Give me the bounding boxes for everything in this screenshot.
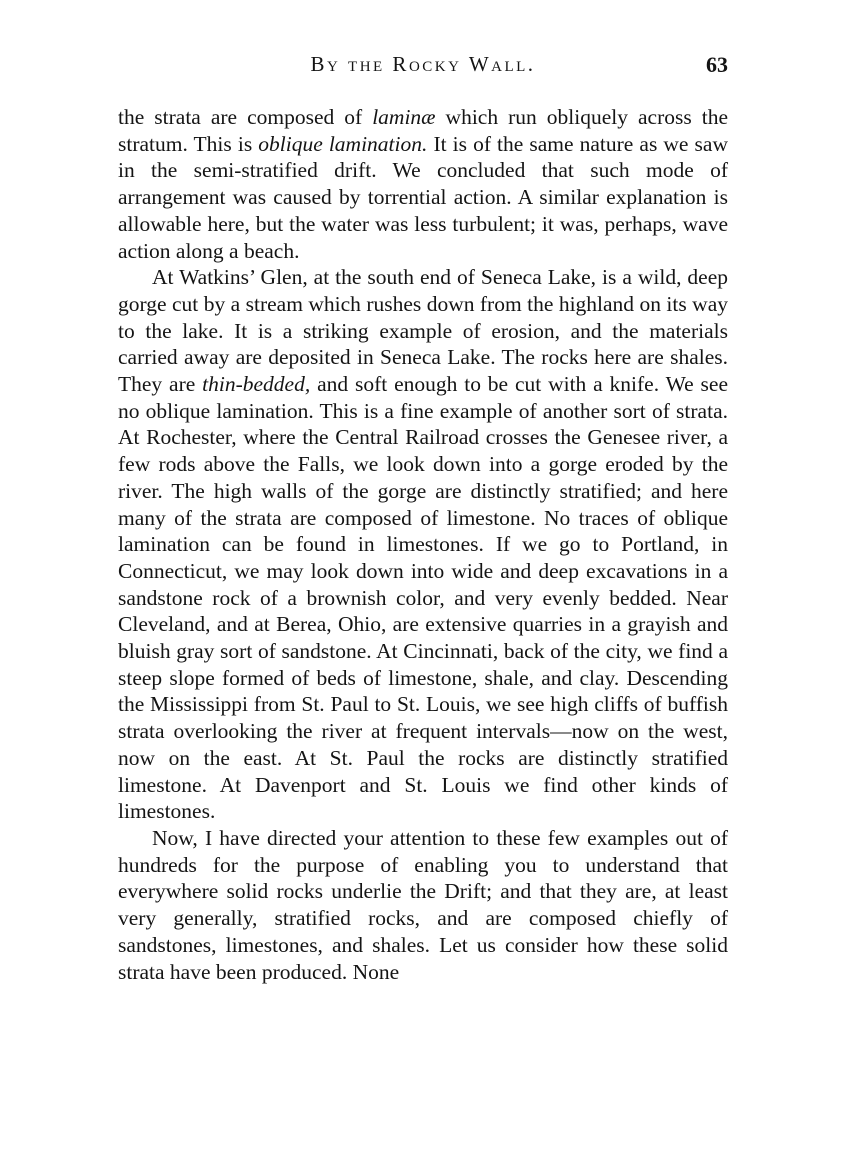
paragraph-1-text: which run obliquely across the stratum. This is: [118, 105, 728, 156]
paragraph-2-text: and soft enough to be cut with a knife. We see no oblique lamination. This is a fine example of another sort of strata. At Rochester, where the Central Railroad crosses the Genesee river, a few rods above the Falls, we look down into a gorge eroded by the river. The high walls of the gorge are distinctly stratified; and here many of the strata are composed of limestone. No traces of oblique lamination can be found in limestones. If we go to Portland, in Connecticut, we may look down into wide and deep excavations in a sandstone rock of a brownish color, and very evenly bedded. Near Cleveland, and at Berea, Ohio, are extensive quarries in a grayish and bluish gray sort of sandstone. At Cincinnati, back of the city, we find a steep slope formed of beds of limestone, shale, and clay. Descending the Mississippi from St. Paul to St. Louis, we see high cliffs of buffish strata overlooking the river at frequent intervals—now on the west, now on the east. At St. Paul the rocks are distinctly stratified limestone. At Davenport and St. Louis we find other kinds of limestones.: [118, 372, 728, 824]
page-header: [118, 52, 728, 86]
paragraph-1-text: the strata are composed of: [118, 105, 373, 129]
paragraph-2-text: At Watkins’ Glen, at the south end of Seneca Lake, is a wild, deep gorge cut by a stream which rushes down from the highland on its way to the lake. It is a striking example of erosion, and the materials carried away are deposited in Seneca Lake. The rocks here are shales. They are: [118, 265, 728, 397]
body-text: [118, 104, 728, 985]
running-title: By the Rocky Wall.: [310, 52, 536, 76]
paragraph-3: [118, 825, 728, 985]
paragraph-1: [118, 104, 728, 264]
page-number: 63: [706, 52, 728, 77]
paragraph-1-text: It is of the same nature as we saw in the semi-stratified drift. We concluded that such mode of arrangement was caused by torrential action. A similar explanation is allowable here, but the water was less turbulent; it was, perhaps, wave action along a beach.: [118, 131, 728, 263]
paragraph-1-italic-oblique-lamination: oblique lamination.: [258, 131, 428, 156]
paragraph-2-italic-thin-bedded: thin-bedded,: [202, 372, 311, 397]
paragraph-2: [118, 264, 728, 825]
paragraph-3-text: Now, I have directed your attention to these few examples out of hundreds for the purpose of enabling you to understand that everywhere solid rocks underlie the Drift; and that they are, at least very generally, stratified rocks, and are composed chiefly of sandstones, limestones, and shales. Let us consider how these solid strata have been produced. None: [118, 825, 728, 984]
paragraph-1-italic-laminae: laminæ: [372, 105, 436, 129]
